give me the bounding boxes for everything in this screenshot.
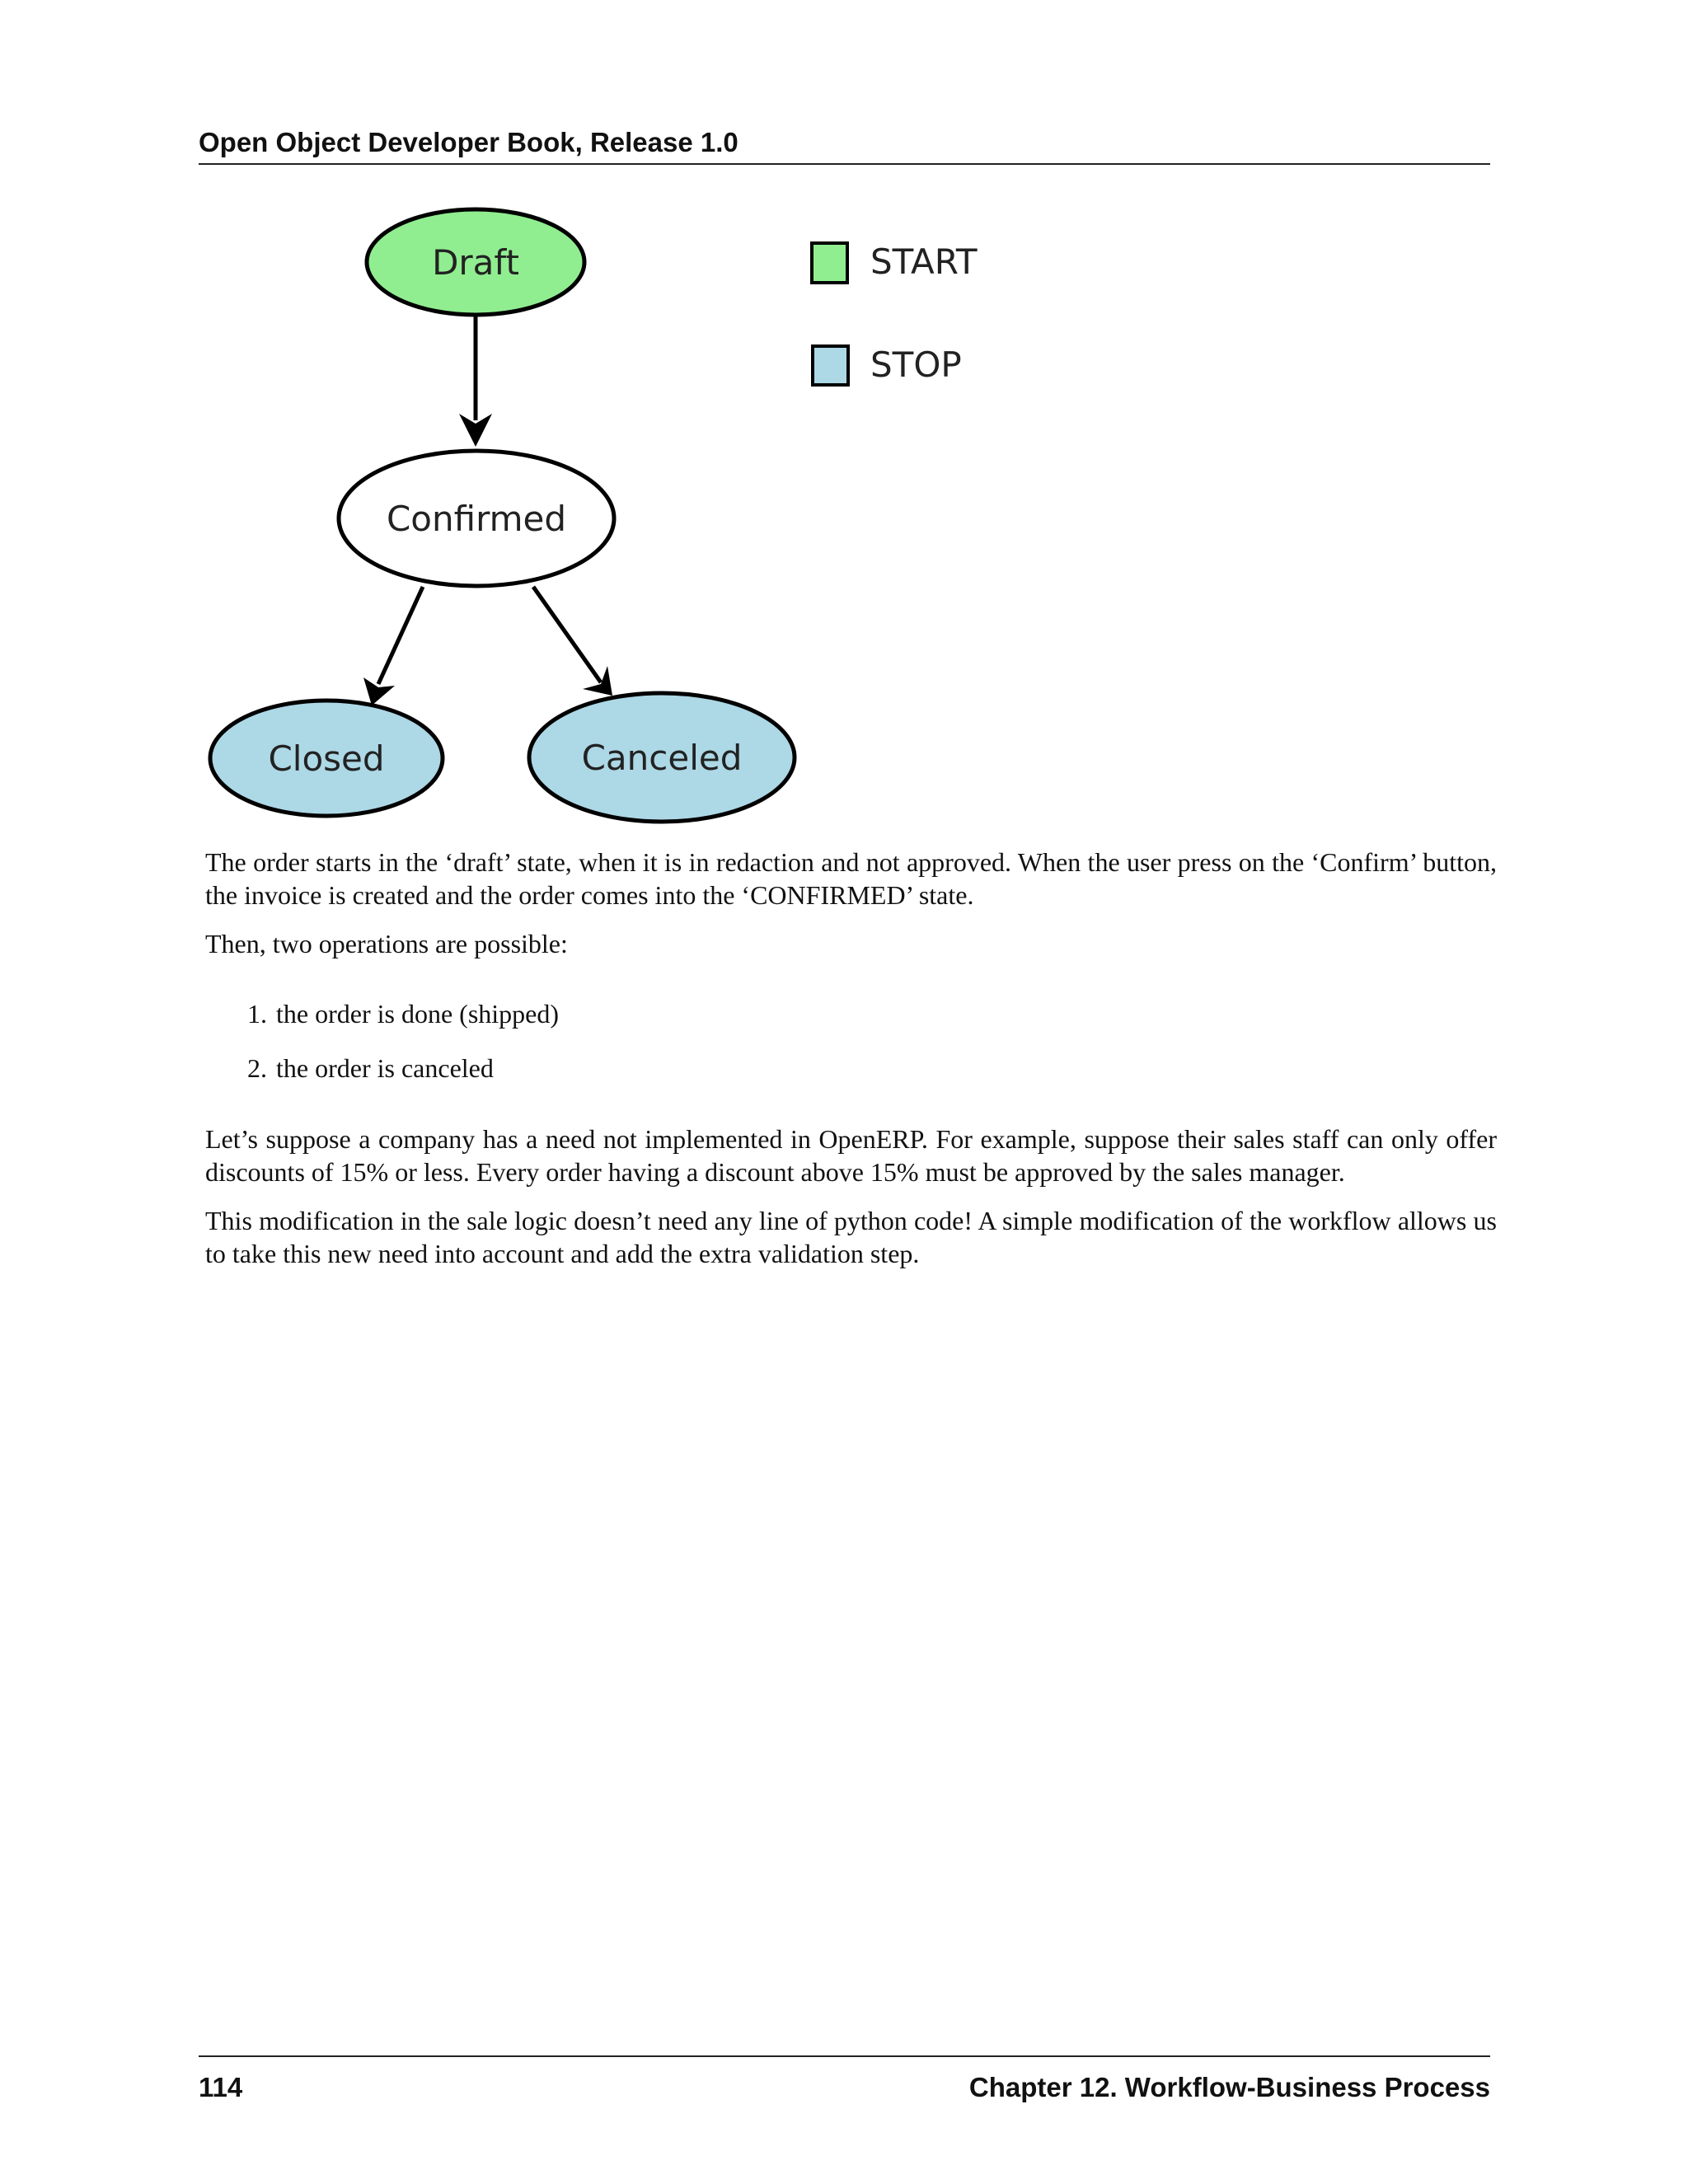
chapter-title: Chapter 12. Workflow-Business Process: [968, 2072, 1490, 2102]
node-closed: [210, 701, 443, 816]
operations-list: [205, 997, 1497, 1085]
node-closed-label: Closed: [268, 738, 385, 779]
list-item: 1. the order is done (shipped): [274, 997, 1497, 1030]
node-confirmed-label: Confirmed: [386, 499, 567, 539]
workflow-diagram: [199, 198, 1023, 832]
node-canceled: [529, 693, 795, 822]
paragraph-modification: This modification in the sale logic doesn’t need any line of python code! A simple modification of the workflow allows us to take this new need into account and add the extra validation step.: [205, 1206, 1497, 1268]
page-header: [199, 124, 1490, 165]
list-item: 2. the order is canceled: [274, 1052, 1497, 1085]
node-confirmed: [339, 451, 614, 586]
legend: [812, 241, 978, 385]
page-footer: [199, 2055, 1490, 2107]
legend-stop-swatch: [813, 346, 848, 385]
book-title: Open Object Developer Book, Release 1.0: [199, 127, 738, 157]
edge-confirmed-closed: [363, 587, 423, 705]
node-draft: [367, 209, 584, 315]
node-draft-label: Draft: [432, 242, 519, 283]
page-number: 114: [199, 2072, 243, 2102]
legend-stop-label: STOP: [870, 344, 962, 385]
paragraph-example: Let’s suppose a company has a need not implemented in OpenERP. For example, suppose their sales staff can only offer discounts of 15% or less. Every order having a discount above 15% must be approved by the sales manager.: [205, 1124, 1497, 1187]
body-content: [205, 846, 1497, 1286]
paragraph-operations: Then, two operations are possible:: [205, 929, 568, 958]
legend-start-label: START: [870, 241, 978, 282]
edge-draft-confirmed: [459, 316, 492, 447]
legend-start-swatch: [812, 243, 847, 283]
paragraph-intro: The order starts in the ‘draft’ state, when it is in redaction and not approved. When the user press on the ‘Confirm’ button, the invoice is created and the order comes into the ‘CONFIRMED’ state.: [205, 847, 1497, 910]
node-canceled-label: Canceled: [581, 738, 743, 778]
edge-confirmed-canceled: [533, 587, 612, 696]
